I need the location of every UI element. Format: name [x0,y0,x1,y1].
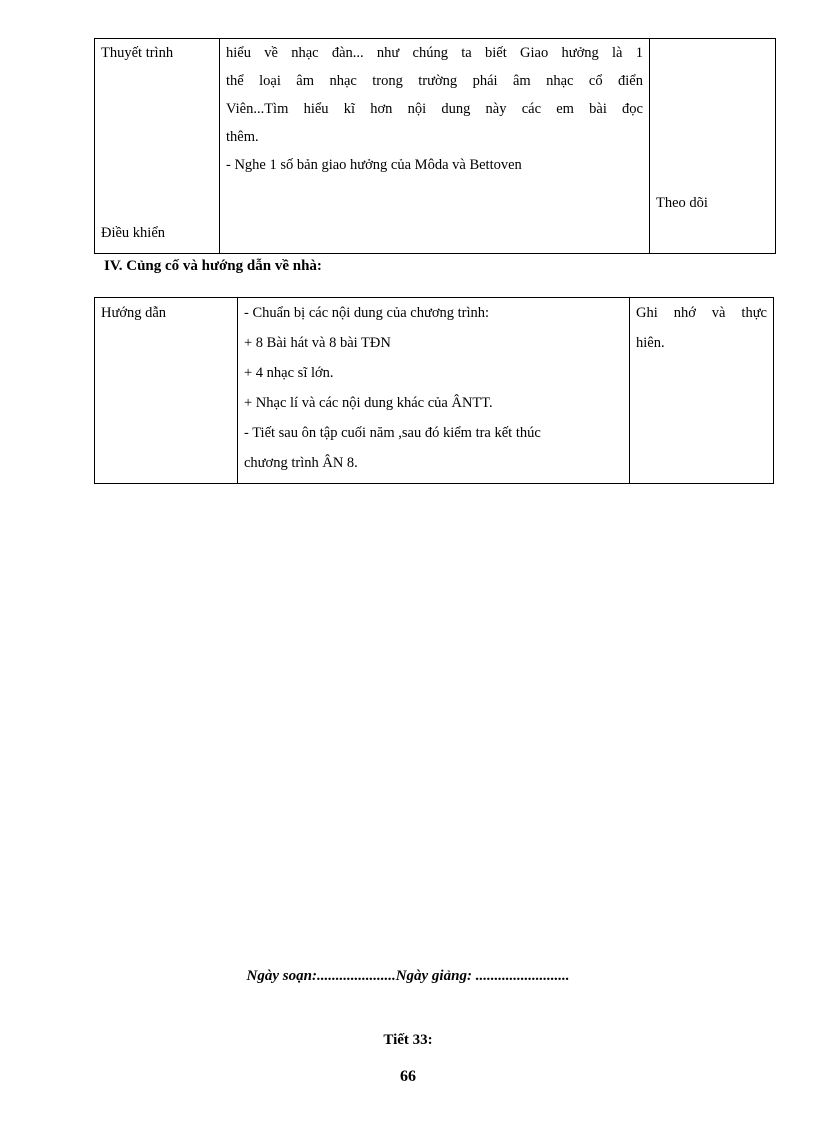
method-cell [95,298,238,484]
content-cell [238,298,630,484]
method-guidance: Hướng dẫn [101,305,167,321]
method-control: Điều khiển [101,225,166,241]
table-row [95,39,776,254]
content-cell [220,39,650,254]
content-line: chương trình ÂN 8. [244,455,358,471]
content-line: thêm. [226,129,259,145]
method-cell [95,39,220,254]
student-activity-cell [630,298,774,484]
student-activity-line: hiên. [636,335,665,351]
review-table [94,297,774,484]
student-activity-text: Theo dõi [656,195,708,211]
content-line: - Chuẩn bị các nội dung của chương trình: [244,305,490,321]
method-presentation: Thuyết trình [101,45,174,61]
table-row [95,298,774,484]
content-line: Viên...Tìm hiểu kĩ hơn nội dung này các em bài đọc [226,101,643,117]
content-line: - Tiết sau ôn tập cuối năm ,sau đó kiểm tra kết thúc [244,425,541,441]
content-line: + Nhạc lí và các nội dung khác của ÂNTT. [244,395,493,411]
content-line: - Nghe 1 số bản giao hưởng của Môda và Bettoven [226,157,522,173]
student-activity-cell [650,39,776,254]
student-activity-line: Ghi nhớ và thực [636,305,767,321]
content-line: thể loại âm nhạc trong trường phái âm nhạc cổ điển [226,73,643,89]
content-line: + 4 nhạc sĩ lớn. [244,365,334,381]
content-line: + 8 Bài hát và 8 bài TĐN [244,335,391,351]
content-line: hiểu về nhạc đàn... như chúng ta biết Giao hưởng là 1 [226,45,643,61]
section-heading: IV. Củng cố và hướng dẫn về nhà: [104,258,322,274]
lesson-number: Tiết 33: [383,1032,433,1048]
page-number: 66 [400,1068,416,1085]
date-line: Ngày soạn:.....................Ngày giảng: ......................... [246,968,570,984]
activity-table [94,38,776,254]
